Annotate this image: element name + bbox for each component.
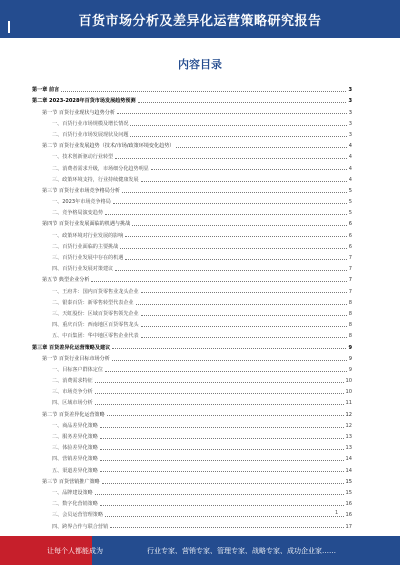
toc-entry[interactable] [32,295,352,306]
toc-dot-leader [100,427,344,428]
toc-entry[interactable] [32,507,352,518]
toc-dot-leader [95,393,344,394]
toc-entry-label: 四、百货行业发展对策建议 [52,266,114,273]
toc-entry-page: 8 [348,322,352,329]
toc-entry-page: 5 [348,210,352,217]
toc-entry[interactable] [32,250,352,261]
toc-dot-leader [125,259,346,260]
toc-entry[interactable] [32,93,352,104]
toc-entry[interactable] [32,104,352,115]
toc-dot-leader [130,125,346,126]
toc-dot-leader [113,203,347,204]
toc-dot-leader [112,360,347,361]
toc-entry-label: 第一章 前言 [32,87,60,94]
toc-entry-label: 一、品牌建设策略 [52,489,93,496]
toc-entry-page: 16 [345,512,352,519]
toc-dot-leader [151,169,347,170]
page-number: 1 [335,510,339,516]
toc-entry[interactable] [32,373,352,384]
toc-dot-leader [100,449,344,450]
toc-dot-leader [138,102,347,103]
header-accent-mark [8,21,10,33]
toc-entry[interactable] [32,82,352,93]
toc-entry-label: 二、消费者需求升级，市场细分化趋势明显 [52,165,149,172]
toc-entry[interactable] [32,183,352,194]
toc-entry-page: 12 [345,422,352,429]
toc-entry[interactable] [32,149,352,160]
toc-entry[interactable] [32,496,352,507]
toc-dot-leader [115,270,347,271]
toc-entry-page: 12 [345,411,352,418]
toc-entry[interactable] [32,395,352,406]
toc-entry-page: 3 [348,98,352,105]
toc-entry[interactable] [32,194,352,205]
toc-entry-label: 三、天虹股份：区域百货零售领先企业 [52,310,139,317]
toc-entry-page: 14 [345,456,352,463]
toc-entry-page: 13 [345,434,352,440]
toc-entry-page: 5 [348,199,352,206]
toc-entry-page: 6 [348,243,352,250]
toc-entry-page: 7 [348,266,352,273]
toc-entry-page: 14 [345,467,352,474]
toc-entry-label: 二、数字化营销策略 [52,501,98,508]
toc-dot-leader [141,315,347,316]
toc-entry-page: 5 [348,187,352,194]
toc-entry-label: 三、会员运营管理策略 [52,512,103,519]
toc-dot-leader [122,192,347,193]
toc-entry[interactable] [32,317,352,328]
toc-entry-label: 二、银泰百货：新零售转型代表企业 [52,299,134,306]
toc-dot-leader [120,248,347,249]
toc-dot-leader [102,483,344,484]
toc-entry-page: 10 [345,378,352,385]
toc-entry[interactable] [32,138,352,149]
toc-dot-leader [115,158,347,159]
toc-entry[interactable] [32,351,352,362]
toc-entry-page: 10 [345,389,352,396]
toc-entry-label: 第二节 百货差异化运营策略 [42,411,105,418]
toc-dot-leader [100,505,344,506]
toc-dot-leader [91,281,346,282]
toc-entry-label: 三、市场竞争分析 [52,389,93,396]
report-title: 百货市场分析及差异化运营策略研究报告 [78,13,322,29]
report-header-bar [0,0,400,38]
toc-entry[interactable] [32,406,352,417]
toc-entry-label: 第一节 百货行业目标市场分析 [42,355,110,362]
toc-entry[interactable] [32,418,352,429]
toc-heading: 内容目录 [178,58,222,71]
toc-entry[interactable] [32,362,352,373]
toc-dot-leader [105,214,347,215]
toc-entry[interactable] [32,474,352,485]
toc-entry-page: 3 [348,109,352,116]
toc-entry[interactable] [32,429,352,440]
toc-dot-leader [136,304,347,305]
toc-entry-label: 一、王府井：国内百货零售业龙头企业 [52,288,139,295]
toc-entry[interactable] [32,261,352,272]
toc-entry-label: 一、技术创新驱动行业转型 [52,154,114,161]
footer-bar [0,536,400,565]
toc-entry[interactable] [32,306,352,317]
toc-entry-page: 4 [348,154,352,161]
footer-slogan-right: 行业专家、营销专家、管理专家、战略专家、成功企业家…… [147,547,336,555]
toc-entry[interactable] [32,518,352,529]
toc-entry-label: 第三章 百货差异化运营策略及建议 [32,344,111,351]
toc-entry[interactable] [32,384,352,395]
toc-entry-label: 一、百货行业市场规模及增长情况 [52,120,129,127]
toc-dot-leader [130,136,346,137]
toc-dot-leader [112,348,346,349]
toc-entry-page: 13 [345,445,352,452]
toc-entry-label: 三、体验差异化策略 [52,445,98,452]
toc-entry[interactable] [32,451,352,462]
toc-entry-label: 第二章 2023-2028年百货市场发展趋势预测 [32,98,136,105]
table-of-contents [32,82,352,530]
toc-dot-leader [132,225,347,226]
toc-entry-label: 一、目标客户群体定位 [52,366,103,373]
toc-entry-label: 三、政策环境支持，行业持续健康发展 [52,176,139,183]
toc-entry-label: 第三节 百货营销推广策略 [42,478,100,485]
toc-entry-label: 二、百货行业面临的主要挑战 [52,243,119,250]
toc-dot-leader [105,371,347,372]
toc-entry-page: 3 [348,120,352,127]
toc-entry-label: 第三节 百货行业市场竞争格局分析 [42,187,121,194]
toc-entry[interactable] [32,116,352,127]
toc-entry-label: 四、区域市场分析 [52,400,93,407]
toc-entry-page: 9 [348,355,352,362]
toc-entry-page: 11 [345,400,352,407]
toc-entry-label: 二、百货行业市场发展现状及问题 [52,131,129,138]
toc-entry[interactable] [32,283,352,294]
toc-entry-label: 二、消费需求特征 [52,378,93,385]
toc-entry-page: 9 [348,344,352,351]
toc-dot-leader [141,181,347,182]
toc-entry-page: 15 [345,478,352,485]
toc-entry-label: 五、渠道差异化策略 [52,467,98,474]
toc-entry[interactable] [32,216,352,227]
toc-dot-leader [100,471,344,472]
toc-entry-label: 第五节 典型企业分析 [42,277,90,284]
toc-entry-label: 一、政策环境对行业发展的影响 [52,232,124,239]
toc-dot-leader [110,527,343,528]
toc-entry-label: 第一节 百货行业现状与趋势分析 [42,109,115,116]
toc-entry-label: 二、竞争格局演变趋势 [52,210,103,217]
toc-entry-page: 8 [348,310,352,317]
toc-dot-leader [95,404,344,405]
toc-dot-leader [141,292,347,293]
toc-entry-page: 7 [348,288,352,295]
toc-entry-page: 7 [348,277,352,284]
toc-entry-page: 4 [348,176,352,183]
toc-entry-label: 五、中百集团：华中地区零售企业代表 [52,333,139,340]
toc-entry-label: 第二节 百货行业发展趋势（技术/市场/政策环境变化趋势） [42,143,175,150]
toc-entry-page: 17 [345,523,352,530]
toc-entry[interactable] [32,127,352,138]
toc-entry[interactable] [32,239,352,250]
toc-entry-label: 四、跨界合作与联合营销 [52,523,109,530]
footer-slogan-left: 让每个人都能成为 [47,547,103,555]
toc-entry[interactable] [32,160,352,171]
toc-dot-leader [125,236,346,237]
toc-entry-label: 第四节 百货行业发展面临的机遇与挑战 [42,221,131,228]
toc-entry-page: 4 [348,165,352,172]
toc-entry-page: 7 [348,255,352,261]
toc-entry[interactable] [32,227,352,238]
toc-entry[interactable] [32,172,352,183]
toc-dot-leader [117,113,347,114]
toc-entry[interactable] [32,328,352,339]
toc-dot-leader [95,382,344,383]
toc-entry-page: 4 [348,143,352,150]
toc-entry-label: 四、重庆百货：西南地区百货零售龙头 [52,322,139,329]
toc-entry-page: 9 [348,366,352,373]
toc-dot-leader [107,415,344,416]
toc-entry-page: 6 [348,221,352,228]
toc-entry-page: 8 [348,333,352,340]
toc-entry[interactable] [32,462,352,473]
toc-entry-page: 3 [348,131,352,138]
toc-entry[interactable] [32,485,352,496]
toc-dot-leader [105,516,344,517]
toc-entry-page: 6 [348,232,352,239]
toc-entry-label: 一、2023年市场竞争格局 [52,199,111,206]
toc-entry[interactable] [32,205,352,216]
toc-dot-leader [141,326,347,327]
toc-dot-leader [141,337,347,338]
toc-entry-page: 16 [345,501,352,508]
toc-dot-leader [95,494,344,495]
toc-entry-label: 三、百货行业发展中存在的机遇 [52,255,124,261]
toc-entry-label: 四、营销差异化策略 [52,456,98,463]
toc-entry-label: 一、商品差异化策略 [52,422,98,429]
toc-dot-leader [176,147,346,148]
toc-entry-page: 8 [348,299,352,306]
toc-entry-label: 二、服务差异化策略 [52,434,98,440]
toc-entry[interactable] [32,272,352,283]
toc-entry-page: 3 [348,87,352,94]
toc-entry[interactable] [32,339,352,350]
toc-dot-leader [100,460,344,461]
toc-dot-leader [61,91,346,92]
toc-dot-leader [100,438,344,439]
toc-entry[interactable] [32,440,352,451]
toc-entry-page: 15 [345,489,352,496]
